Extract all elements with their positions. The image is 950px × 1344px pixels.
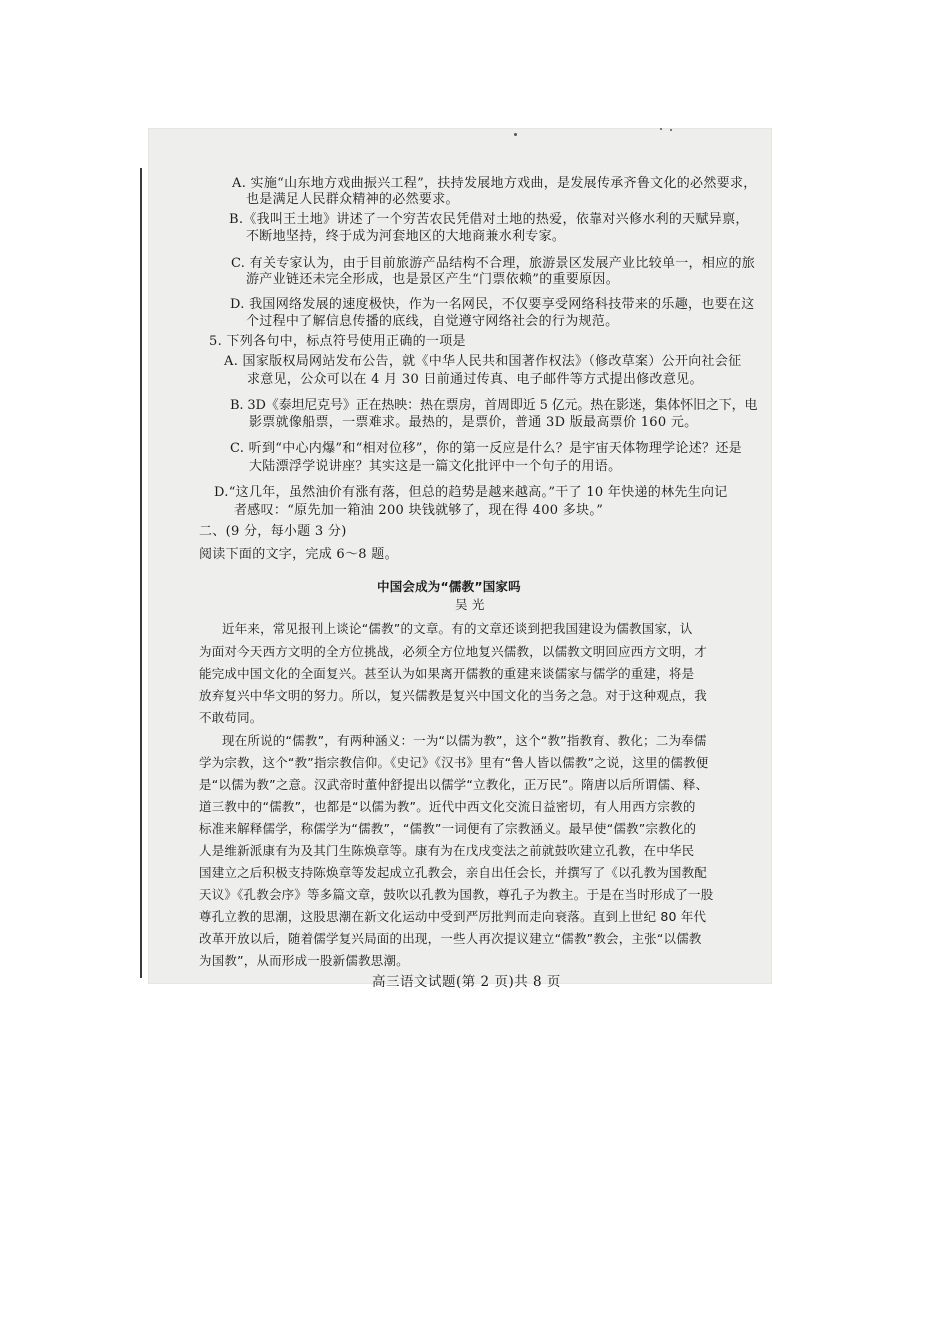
paragraph-line: 为国教”，从而形成一股新儒教思潮。 xyxy=(199,953,409,968)
option-line: 大陆漂浮学说讲座？其实这是一篇文化批评中一个句子的用语。 xyxy=(249,459,622,474)
article-title: 中国会成为“儒教”国家吗 xyxy=(377,579,521,594)
option-line: B. 3D《泰坦尼克号》正在热映：热在票房，首周即近 5 亿元。热在影迷，集体怀旧之下，电 xyxy=(230,398,758,413)
paragraph-line: 为面对今天西方文明的全方位挑战，必须全方位地复兴儒教，以儒教文明回应西方文明，才 xyxy=(199,644,708,659)
option-line: 求意见，公众可以在 4 月 30 日前通过传真、电子邮件等方式提出修改意见。 xyxy=(247,372,703,387)
paragraph-line: 现在所说的“儒教”，有两种涵义：一为“以儒为教”，这个“教”指教育、教化；二为奉儒 xyxy=(222,733,707,748)
option-line: 游产业链还未完全形成，也是景区产生“门票依赖”的重要原因。 xyxy=(246,272,619,287)
option-line: 不断地坚持，终于成为河套地区的大地商兼水利专家。 xyxy=(246,229,566,244)
option-line: A. 国家版权局网站发布公告，就《中华人民共和国著作权法》（修改草案）公开向社会征 xyxy=(224,354,742,369)
paragraph-line: 能完成中国文化的全面复兴。甚至认为如果离开儒教的重建来谈儒家与儒学的重建，将是 xyxy=(199,666,695,681)
option-line: 影票就像船票，一票难求。最热的，是票价，普通 3D 版最高票价 160 元。 xyxy=(249,415,698,430)
paragraph-line: 道三教中的“儒教”，也都是“以儒为教”。近代中西文化交流日益密切，有人用西方宗教的 xyxy=(199,799,696,814)
paragraph-line: 不敢苟同。 xyxy=(199,710,263,725)
paragraph-line: 标准来解释儒学，称儒学为“儒教”，“儒教”一词便有了宗教涵义。最早使“儒教”宗教化的 xyxy=(199,821,697,836)
section-instruction: 阅读下面的文字，完成 6～8 题。 xyxy=(199,547,398,562)
question-stem: 5. 下列各句中，标点符号使用正确的一项是 xyxy=(209,334,466,349)
paragraph-line: 放弃复兴中华文明的努力。所以，复兴儒教是复兴中国文化的当务之急。对于这种观点，我 xyxy=(199,688,708,703)
paragraph-line: 改革开放以后，随着儒学复兴局面的出现，一些人再次提议建立“儒教”教会，主张“以儒教 xyxy=(199,931,702,946)
option-line: B.《我叫王土地》讲述了一个穷苦农民凭借对土地的热爱，依靠对兴修水利的天赋异禀， xyxy=(229,212,749,227)
paragraph-line: 天议》《孔教会序》等多篇文章，鼓吹以孔教为国教，尊孔子为教主。于是在当时形成了一股 xyxy=(199,887,714,902)
scan-speck xyxy=(514,133,517,136)
scan-speck xyxy=(670,129,672,131)
article-author: 吴 光 xyxy=(455,597,485,612)
option-line: D.“这几年，虽然油价有涨有落，但总的趋势是越来越高。”干了 10 年快递的林先生向记 xyxy=(214,485,728,500)
scan-speck xyxy=(660,128,662,130)
option-line: C. 听到“中心内爆”和“相对位移”，你的第一反应是什么？是宇宙天体物理学论述？还是 xyxy=(230,441,742,456)
left-margin-rule xyxy=(140,168,142,978)
paragraph-line: 是“以儒为教”之意。汉武帝时董仲舒提出以儒学“立教化，正万民”。隋唐以后所谓儒、释、 xyxy=(199,777,709,792)
section-header: 二、(9 分，每小题 3 分) xyxy=(199,524,347,539)
option-line: A. 实施“山东地方戏曲振兴工程”，扶持发展地方戏曲，是发展传承齐鲁文化的必然要求， xyxy=(232,176,757,191)
paragraph-line: 尊孔立教的思潮，这股思潮在新文化运动中受到严厉批判而走向衰落。直到上世纪 80 年代 xyxy=(199,909,707,924)
paragraph-line: 近年来，常见报刊上谈论“儒教”的文章。有的文章还谈到把我国建设为儒教国家，认 xyxy=(222,621,693,636)
option-line: 也是满足人民群众精神的必然要求。 xyxy=(246,192,459,207)
option-line: C. 有关专家认为，由于目前旅游产品结构不合理，旅游景区发展产业比较单一，相应的旅 xyxy=(231,256,756,271)
paragraph-line: 学为宗教，这个“教”指宗教信仰。《史记》《汉书》里有“鲁人皆以儒教”之说，这里的儒教便 xyxy=(199,755,709,770)
paragraph-line: 国建立之后积极支持陈焕章等发起成立孔教会，亲自出任会长，并撰写了《以孔教为国教配 xyxy=(199,865,708,880)
option-line: 者感叹：“原先加一箱油 200 块钱就够了，现在得 400 多块。” xyxy=(234,503,604,518)
paragraph-line: 人是维新派康有为及其门生陈焕章等。康有为在戊戌变法之前就鼓吹建立孔教，在中华民 xyxy=(199,843,695,858)
option-line: D. 我国网络发展的速度极快，作为一名网民，不仅要享受网络科技带来的乐趣，也要在这 xyxy=(230,297,755,312)
option-line: 个过程中了解信息传播的底线，自觉遵守网络社会的行为规范。 xyxy=(246,314,619,329)
page-footer: 高三语文试题(第 2 页)共 8 页 xyxy=(372,974,561,990)
